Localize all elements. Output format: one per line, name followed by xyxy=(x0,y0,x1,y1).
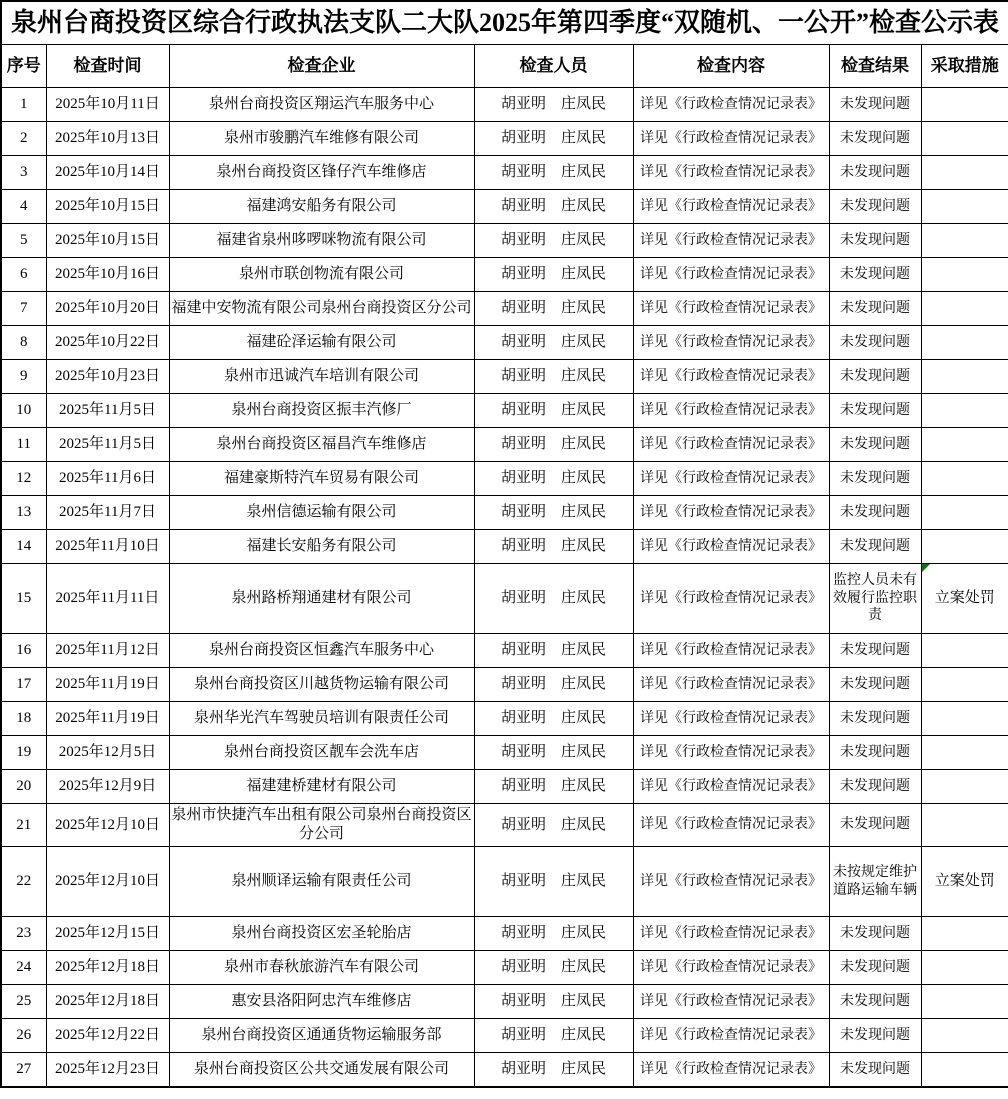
page-title: 泉州台商投资区综合行政执法支队二大队2025年第四季度“双随机、一公开”检查公示表 xyxy=(1,1,1008,45)
table-body xyxy=(1,88,1008,1087)
cell-result: 未发现问题 xyxy=(829,530,921,564)
cell-row-number: 5 xyxy=(1,224,46,258)
cell-company: 福建省泉州哆啰咪物流有限公司 xyxy=(169,224,474,258)
cell-content: 详见《行政检查情况记录表》 xyxy=(633,224,829,258)
cell-inspectors: 胡亚明 庄凤民 xyxy=(474,360,633,394)
cell-inspectors: 胡亚明 庄凤民 xyxy=(474,702,633,736)
cell-result: 未发现问题 xyxy=(829,770,921,804)
cell-row-number: 12 xyxy=(1,462,46,496)
cell-date: 2025年12月15日 xyxy=(46,917,169,951)
cell-company: 泉州路桥翔通建材有限公司 xyxy=(169,564,474,634)
cell-measure xyxy=(921,292,1008,326)
cell-measure xyxy=(921,462,1008,496)
cell-date: 2025年11月12日 xyxy=(46,634,169,668)
cell-result: 未发现问题 xyxy=(829,224,921,258)
cell-company: 福建砼泽运输有限公司 xyxy=(169,326,474,360)
cell-content: 详见《行政检查情况记录表》 xyxy=(633,564,829,634)
cell-measure xyxy=(921,634,1008,668)
cell-row-number: 18 xyxy=(1,702,46,736)
cell-inspectors: 胡亚明 庄凤民 xyxy=(474,736,633,770)
cell-row-number: 22 xyxy=(1,847,46,917)
cell-inspectors: 胡亚明 庄凤民 xyxy=(474,985,633,1019)
cell-measure xyxy=(921,88,1008,122)
cell-result: 监控人员未有效履行监控职责 xyxy=(829,564,921,634)
column-header-result: 检查结果 xyxy=(829,45,921,88)
cell-content: 详见《行政检查情况记录表》 xyxy=(633,292,829,326)
cell-date: 2025年10月20日 xyxy=(46,292,169,326)
cell-date: 2025年12月10日 xyxy=(46,804,169,847)
cell-measure xyxy=(921,736,1008,770)
cell-inspectors: 胡亚明 庄凤民 xyxy=(474,634,633,668)
cell-inspectors: 胡亚明 庄凤民 xyxy=(474,326,633,360)
cell-inspectors: 胡亚明 庄凤民 xyxy=(474,394,633,428)
cell-result: 未发现问题 xyxy=(829,496,921,530)
cell-company: 泉州市春秋旅游汽车有限公司 xyxy=(169,951,474,985)
cell-result: 未发现问题 xyxy=(829,462,921,496)
cell-measure xyxy=(921,917,1008,951)
cell-company: 泉州台商投资区福昌汽车维修店 xyxy=(169,428,474,462)
cell-row-number: 14 xyxy=(1,530,46,564)
cell-result: 未发现问题 xyxy=(829,258,921,292)
cell-inspectors: 胡亚明 庄凤民 xyxy=(474,951,633,985)
cell-company: 泉州台商投资区锋仔汽车维修店 xyxy=(169,156,474,190)
table-row xyxy=(1,326,1008,360)
cell-content: 详见《行政检查情况记录表》 xyxy=(633,804,829,847)
cell-measure xyxy=(921,530,1008,564)
cell-content: 详见《行政检查情况记录表》 xyxy=(633,88,829,122)
table-row xyxy=(1,224,1008,258)
table-row xyxy=(1,258,1008,292)
cell-row-number: 27 xyxy=(1,1053,46,1087)
table-row xyxy=(1,917,1008,951)
cell-measure xyxy=(921,394,1008,428)
cell-content: 详见《行政检查情况记录表》 xyxy=(633,326,829,360)
cell-date: 2025年11月10日 xyxy=(46,530,169,564)
table-row xyxy=(1,564,1008,634)
cell-date: 2025年12月9日 xyxy=(46,770,169,804)
table-row xyxy=(1,360,1008,394)
cell-company: 泉州市快捷汽车出租有限公司泉州台商投资区分公司 xyxy=(169,804,474,847)
cell-company: 泉州台商投资区恒鑫汽车服务中心 xyxy=(169,634,474,668)
cell-content: 详见《行政检查情况记录表》 xyxy=(633,847,829,917)
cell-company: 惠安县洛阳阿忠汽车维修店 xyxy=(169,985,474,1019)
table-row xyxy=(1,985,1008,1019)
cell-company: 泉州市联创物流有限公司 xyxy=(169,258,474,292)
cell-content: 详见《行政检查情况记录表》 xyxy=(633,462,829,496)
table-row xyxy=(1,156,1008,190)
cell-row-number: 15 xyxy=(1,564,46,634)
cell-inspectors: 胡亚明 庄凤民 xyxy=(474,1019,633,1053)
cell-inspectors: 胡亚明 庄凤民 xyxy=(474,564,633,634)
cell-date: 2025年12月18日 xyxy=(46,985,169,1019)
cell-date: 2025年11月5日 xyxy=(46,394,169,428)
cell-row-number: 25 xyxy=(1,985,46,1019)
cell-row-number: 10 xyxy=(1,394,46,428)
cell-measure xyxy=(921,770,1008,804)
cell-measure xyxy=(921,668,1008,702)
cell-inspectors: 胡亚明 庄凤民 xyxy=(474,530,633,564)
cell-result: 未发现问题 xyxy=(829,702,921,736)
cell-content: 详见《行政检查情况记录表》 xyxy=(633,736,829,770)
table-row xyxy=(1,292,1008,326)
cell-measure xyxy=(921,1019,1008,1053)
cell-company: 福建豪斯特汽车贸易有限公司 xyxy=(169,462,474,496)
cell-measure xyxy=(921,804,1008,847)
cell-row-number: 8 xyxy=(1,326,46,360)
cell-inspectors: 胡亚明 庄凤民 xyxy=(474,770,633,804)
cell-date: 2025年10月13日 xyxy=(46,122,169,156)
cell-measure xyxy=(921,122,1008,156)
cell-result: 未发现问题 xyxy=(829,88,921,122)
table-row xyxy=(1,88,1008,122)
cell-row-number: 26 xyxy=(1,1019,46,1053)
cell-content: 详见《行政检查情况记录表》 xyxy=(633,394,829,428)
cell-measure xyxy=(921,224,1008,258)
table-row xyxy=(1,428,1008,462)
cell-measure xyxy=(921,496,1008,530)
cell-content: 详见《行政检查情况记录表》 xyxy=(633,917,829,951)
table-header-row xyxy=(1,45,1008,88)
cell-date: 2025年11月6日 xyxy=(46,462,169,496)
cell-result: 未发现问题 xyxy=(829,804,921,847)
cell-company: 泉州信德运输有限公司 xyxy=(169,496,474,530)
cell-inspectors: 胡亚明 庄凤民 xyxy=(474,258,633,292)
cell-content: 详见《行政检查情况记录表》 xyxy=(633,530,829,564)
cell-company: 泉州台商投资区翔运汽车服务中心 xyxy=(169,88,474,122)
cell-result: 未发现问题 xyxy=(829,326,921,360)
cell-date: 2025年11月19日 xyxy=(46,702,169,736)
cell-content: 详见《行政检查情况记录表》 xyxy=(633,1053,829,1087)
table-row xyxy=(1,1019,1008,1053)
cell-content: 详见《行政检查情况记录表》 xyxy=(633,1019,829,1053)
cell-result: 未发现问题 xyxy=(829,428,921,462)
table-row xyxy=(1,770,1008,804)
cell-inspectors: 胡亚明 庄凤民 xyxy=(474,804,633,847)
cell-inspectors: 胡亚明 庄凤民 xyxy=(474,462,633,496)
column-header-content: 检查内容 xyxy=(633,45,829,88)
table-row xyxy=(1,1053,1008,1087)
cell-date: 2025年12月22日 xyxy=(46,1019,169,1053)
cell-date: 2025年10月14日 xyxy=(46,156,169,190)
cell-measure xyxy=(921,702,1008,736)
cell-company: 福建建桥建材有限公司 xyxy=(169,770,474,804)
cell-row-number: 17 xyxy=(1,668,46,702)
cell-measure xyxy=(921,985,1008,1019)
cell-result: 未发现问题 xyxy=(829,122,921,156)
cell-measure xyxy=(921,1053,1008,1087)
table-row xyxy=(1,847,1008,917)
cell-result: 未发现问题 xyxy=(829,951,921,985)
cell-inspectors: 胡亚明 庄凤民 xyxy=(474,156,633,190)
cell-date: 2025年10月11日 xyxy=(46,88,169,122)
cell-row-number: 2 xyxy=(1,122,46,156)
cell-date: 2025年12月23日 xyxy=(46,1053,169,1087)
cell-company: 福建长安船务有限公司 xyxy=(169,530,474,564)
cell-row-number: 19 xyxy=(1,736,46,770)
cell-date: 2025年11月19日 xyxy=(46,668,169,702)
cell-inspectors: 胡亚明 庄凤民 xyxy=(474,292,633,326)
cell-company: 泉州台商投资区振丰汽修厂 xyxy=(169,394,474,428)
cell-measure xyxy=(921,360,1008,394)
cell-measure xyxy=(921,951,1008,985)
cell-row-number: 6 xyxy=(1,258,46,292)
cell-row-number: 7 xyxy=(1,292,46,326)
cell-row-number: 9 xyxy=(1,360,46,394)
cell-content: 详见《行政检查情况记录表》 xyxy=(633,122,829,156)
cell-result: 未发现问题 xyxy=(829,394,921,428)
cell-company: 泉州市骏鹏汽车维修有限公司 xyxy=(169,122,474,156)
cell-row-number: 3 xyxy=(1,156,46,190)
column-header-no: 序号 xyxy=(1,45,46,88)
cell-row-number: 23 xyxy=(1,917,46,951)
cell-result: 未发现问题 xyxy=(829,292,921,326)
cell-result: 未发现问题 xyxy=(829,1053,921,1087)
cell-date: 2025年11月11日 xyxy=(46,564,169,634)
table-row xyxy=(1,394,1008,428)
cell-date: 2025年12月5日 xyxy=(46,736,169,770)
cell-company: 泉州市迅诚汽车培训有限公司 xyxy=(169,360,474,394)
cell-inspectors: 胡亚明 庄凤民 xyxy=(474,847,633,917)
cell-company: 泉州台商投资区宏圣轮胎店 xyxy=(169,917,474,951)
table-row xyxy=(1,702,1008,736)
column-header-date: 检查时间 xyxy=(46,45,169,88)
cell-inspectors: 胡亚明 庄凤民 xyxy=(474,668,633,702)
cell-result: 未发现问题 xyxy=(829,1019,921,1053)
cell-date: 2025年11月7日 xyxy=(46,496,169,530)
cell-inspectors: 胡亚明 庄凤民 xyxy=(474,1053,633,1087)
cell-date: 2025年10月23日 xyxy=(46,360,169,394)
column-header-inspectors: 检查人员 xyxy=(474,45,633,88)
title-row xyxy=(1,1,1008,45)
cell-measure xyxy=(921,156,1008,190)
cell-content: 详见《行政检查情况记录表》 xyxy=(633,951,829,985)
table-row xyxy=(1,668,1008,702)
cell-inspectors: 胡亚明 庄凤民 xyxy=(474,190,633,224)
cell-measure xyxy=(921,190,1008,224)
cell-inspectors: 胡亚明 庄凤民 xyxy=(474,428,633,462)
cell-result: 未发现问题 xyxy=(829,190,921,224)
cell-company: 泉州台商投资区川越货物运输有限公司 xyxy=(169,668,474,702)
table-row xyxy=(1,190,1008,224)
cell-content: 详见《行政检查情况记录表》 xyxy=(633,985,829,1019)
cell-result: 未发现问题 xyxy=(829,736,921,770)
cell-inspectors: 胡亚明 庄凤民 xyxy=(474,496,633,530)
cell-date: 2025年10月22日 xyxy=(46,326,169,360)
column-header-measure: 采取措施 xyxy=(921,45,1008,88)
cell-measure xyxy=(921,428,1008,462)
cell-row-number: 13 xyxy=(1,496,46,530)
cell-result: 未发现问题 xyxy=(829,985,921,1019)
cell-row-number: 24 xyxy=(1,951,46,985)
cell-content: 详见《行政检查情况记录表》 xyxy=(633,770,829,804)
cell-inspectors: 胡亚明 庄凤民 xyxy=(474,122,633,156)
table-row xyxy=(1,496,1008,530)
cell-inspectors: 胡亚明 庄凤民 xyxy=(474,88,633,122)
column-header-company: 检查企业 xyxy=(169,45,474,88)
cell-company: 泉州华光汽车驾驶员培训有限责任公司 xyxy=(169,702,474,736)
table-row xyxy=(1,122,1008,156)
cell-result: 未发现问题 xyxy=(829,156,921,190)
cell-company: 泉州台商投资区公共交通发展有限公司 xyxy=(169,1053,474,1087)
cell-content: 详见《行政检查情况记录表》 xyxy=(633,190,829,224)
cell-result: 未发现问题 xyxy=(829,634,921,668)
cell-date: 2025年10月15日 xyxy=(46,224,169,258)
cell-inspectors: 胡亚明 庄凤民 xyxy=(474,224,633,258)
cell-content: 详见《行政检查情况记录表》 xyxy=(633,156,829,190)
cell-company: 福建中安物流有限公司泉州台商投资区分公司 xyxy=(169,292,474,326)
cell-row-number: 1 xyxy=(1,88,46,122)
cell-content: 详见《行政检查情况记录表》 xyxy=(633,634,829,668)
cell-inspectors: 胡亚明 庄凤民 xyxy=(474,917,633,951)
cell-content: 详见《行政检查情况记录表》 xyxy=(633,360,829,394)
table-row xyxy=(1,951,1008,985)
cell-content: 详见《行政检查情况记录表》 xyxy=(633,428,829,462)
cell-row-number: 16 xyxy=(1,634,46,668)
cell-measure: 立案处罚 xyxy=(921,564,1008,634)
cell-company: 泉州顺译运输有限责任公司 xyxy=(169,847,474,917)
cell-date: 2025年10月16日 xyxy=(46,258,169,292)
table-row xyxy=(1,736,1008,770)
table-row xyxy=(1,462,1008,496)
cell-date: 2025年10月15日 xyxy=(46,190,169,224)
cell-result: 未发现问题 xyxy=(829,917,921,951)
cell-date: 2025年11月5日 xyxy=(46,428,169,462)
cell-result: 未发现问题 xyxy=(829,668,921,702)
cell-content: 详见《行政检查情况记录表》 xyxy=(633,258,829,292)
cell-content: 详见《行政检查情况记录表》 xyxy=(633,496,829,530)
table-row xyxy=(1,634,1008,668)
cell-date: 2025年12月18日 xyxy=(46,951,169,985)
table-row xyxy=(1,530,1008,564)
cell-result: 未发现问题 xyxy=(829,360,921,394)
cell-date: 2025年12月10日 xyxy=(46,847,169,917)
table-row xyxy=(1,804,1008,847)
cell-row-number: 21 xyxy=(1,804,46,847)
cell-row-number: 20 xyxy=(1,770,46,804)
cell-measure xyxy=(921,326,1008,360)
cell-row-number: 4 xyxy=(1,190,46,224)
cell-measure xyxy=(921,258,1008,292)
cell-company: 泉州台商投资区靓车会洗车店 xyxy=(169,736,474,770)
cell-company: 福建鸿安船务有限公司 xyxy=(169,190,474,224)
cell-content: 详见《行政检查情况记录表》 xyxy=(633,668,829,702)
cell-company: 泉州台商投资区通通货物运输服务部 xyxy=(169,1019,474,1053)
cell-row-number: 11 xyxy=(1,428,46,462)
cell-measure: 立案处罚 xyxy=(921,847,1008,917)
cell-result: 未按规定维护道路运输车辆 xyxy=(829,847,921,917)
cell-content: 详见《行政检查情况记录表》 xyxy=(633,702,829,736)
